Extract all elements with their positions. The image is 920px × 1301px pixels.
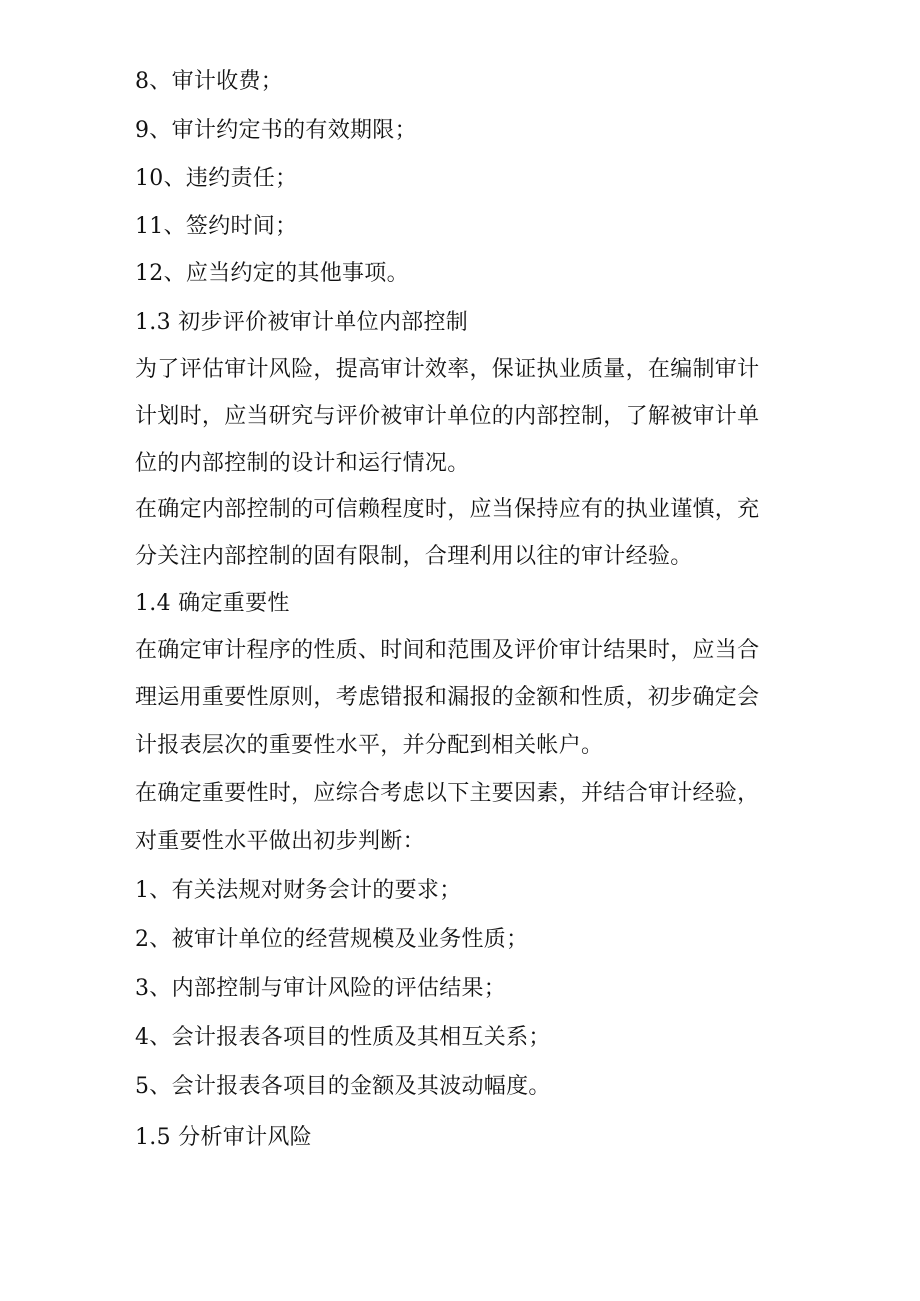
paragraph-line: 为了评估审计风险，提高审计效率，保证执业质量，在编制审计 [135,357,760,382]
list-item: 11、签约时间； [135,214,298,239]
section-heading-1-5: 1.5 分析审计风险 [135,1125,312,1150]
paragraph-line: 在确定重要性时，应综合考虑以下主要因素，并结合审计经验， [135,781,760,806]
paragraph-line: 在确定内部控制的可信赖程度时，应当保持应有的执业谨慎，充 [135,497,760,522]
paragraph-line: 对重要性水平做出初步判断： [135,829,425,854]
paragraph-line: 计划时，应当研究与评价被审计单位的内部控制，了解被审计单 [135,404,760,429]
list-item: 12、应当约定的其他事项。 [135,261,409,286]
list-item: 10、违约责任； [135,166,298,191]
list-item: 8、审计收费； [135,69,284,94]
paragraph-line: 位的内部控制的设计和运行情况。 [135,451,470,476]
paragraph-line: 计报表层次的重要性水平，并分配到相关帐户。 [135,733,604,758]
list-item: 3、内部控制与审计风险的评估结果； [135,976,507,1001]
section-heading-1-4: 1.4 确定重要性 [135,591,290,616]
paragraph-line: 分关注内部控制的固有限制，合理利用以往的审计经验。 [135,544,693,569]
list-item: 1、有关法规对财务会计的要求； [135,878,462,903]
list-item: 9、审计约定书的有效期限； [135,118,417,143]
paragraph-line: 在确定审计程序的性质、时间和范围及评价审计结果时，应当合 [135,638,760,663]
list-item: 4、会计报表各项目的性质及其相互关系； [135,1025,551,1050]
section-heading-1-3: 1.3 初步评价被审计单位内部控制 [135,310,469,335]
paragraph-line: 理运用重要性原则，考虑错报和漏报的金额和性质，初步确定会 [135,685,760,710]
list-item: 2、被审计单位的经营规模及业务性质； [135,927,529,952]
list-item: 5、会计报表各项目的金额及其波动幅度。 [135,1074,551,1099]
